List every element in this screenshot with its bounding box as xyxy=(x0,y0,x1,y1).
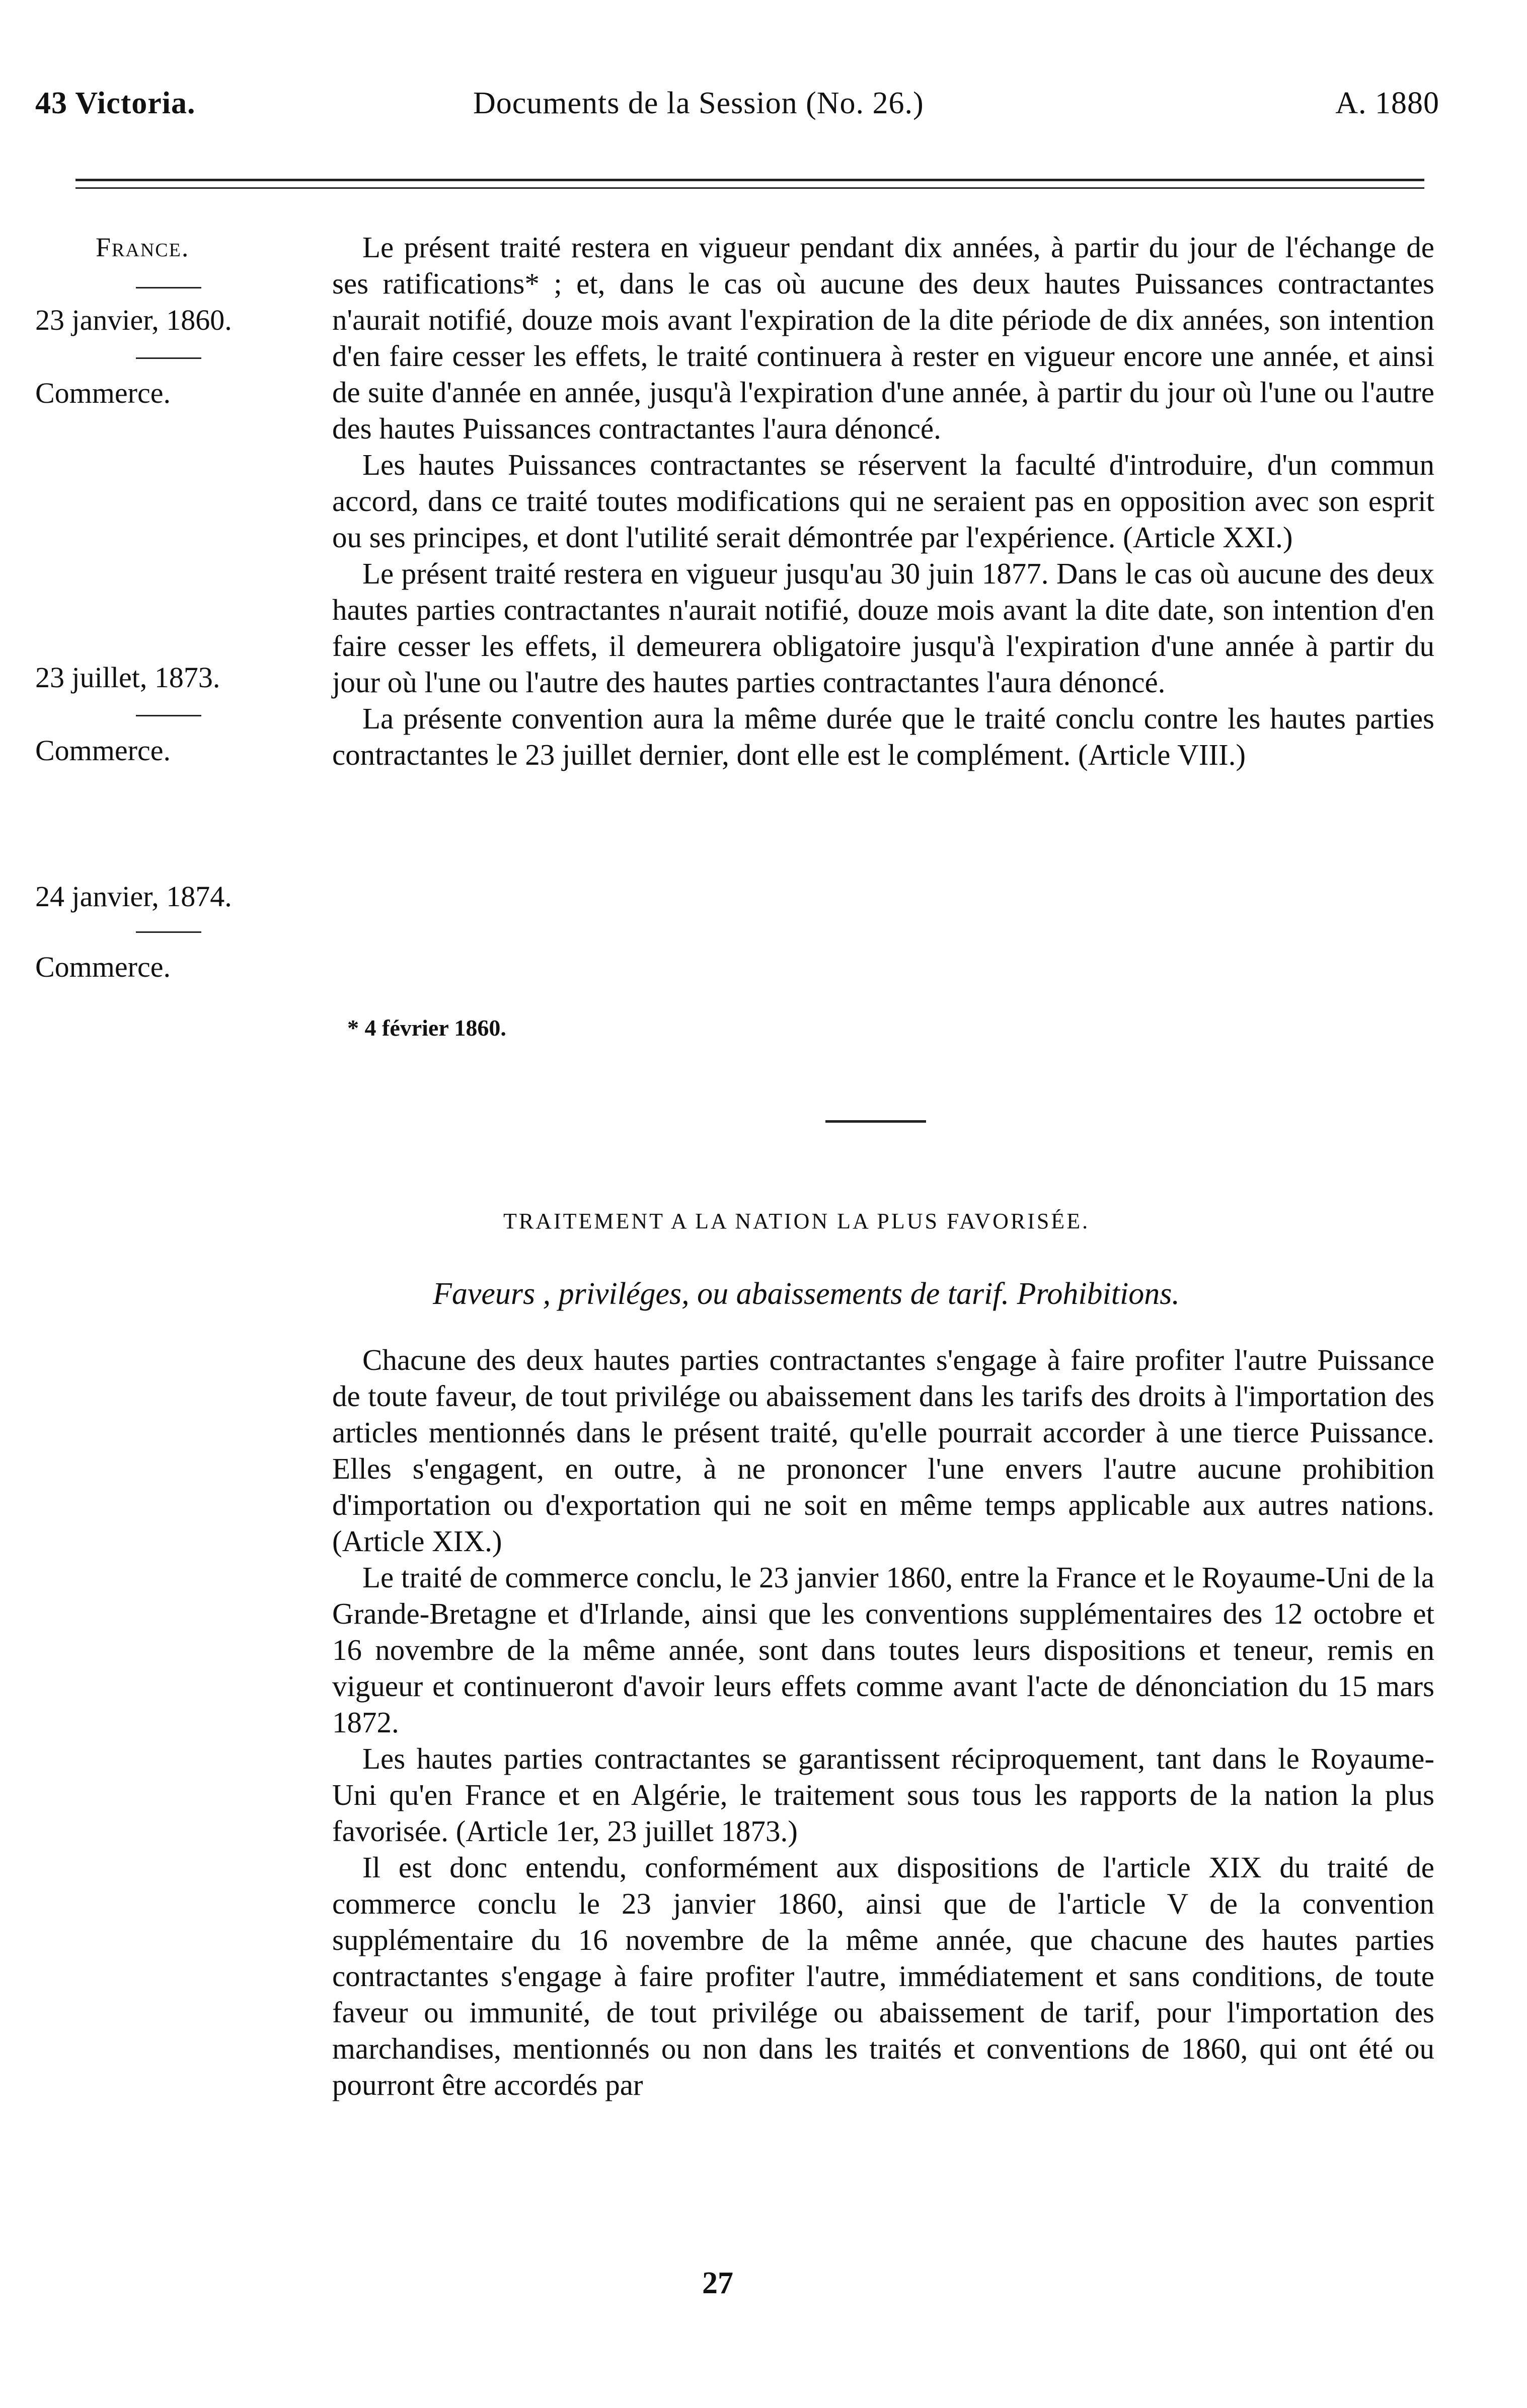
footnote: * 4 février 1860. xyxy=(347,1015,506,1041)
page-number: 27 xyxy=(702,2266,733,2300)
paragraph: Les hautes parties contractantes se garantissent réciproquement, tant dans le Royaume-Uni qu'en France et en Algérie, le traitement sous tous les rapports de la nation la plus favorisée. (Article 1er, 23 juillet 1873.) xyxy=(332,1742,1434,1848)
margin-date-1860: 23 janvier, 1860. xyxy=(35,304,232,336)
paragraph: La présente convention aura la même durée que le traité conclu contre les hautes parties contractantes le 23 juillet dernier, dont elle est le complément. (Article VIII.) xyxy=(332,702,1434,771)
margin-commerce-3: Commerce. xyxy=(35,951,171,983)
margin-commerce-1: Commerce. xyxy=(35,377,171,409)
paragraph: Il est donc entendu, conformément aux dispositions de l'article XIX du traité de commerce conclu le 23 janvier 1860, ainsi que de l'article V de la convention supplémentaire du 16 novembre de la même année, que chacune des hautes parties contractantes s'engage à faire profiter l'autre, immédiatement et sans conditions, de toute faveur ou immunité, de tout privilége ou abaissement de tarif, pour l'importation des marchandises, mentionnés ou non dans les traités et conventions de 1860, qui ont été ou pourront être accordés par xyxy=(332,1851,1434,2101)
paragraph: Le présent traité restera en vigueur pendant dix années, à partir du jour de l'échange de ses ratifications* ; et, dans le cas où aucune des deux hautes Puissances contractantes n'aurait notifié, douze mois avant l'expiration de la dite période de dix années, son intention d'en faire cesser les effets, le traité continuera à rester en vigueur encore une année, et ainsi de suite d'année en année, jusqu'à l'expiration d'une année, à partir du jour où l'une ou l'autre des hautes Puissances contractantes l'aura dénoncé. xyxy=(332,231,1434,445)
header-rule xyxy=(75,179,1424,181)
margin-dash xyxy=(136,931,201,933)
treaty-text-top xyxy=(332,229,1434,773)
header-year: A. 1880 xyxy=(1335,86,1439,120)
header-volume: 43 Victoria. xyxy=(35,86,196,120)
header-title: Documents de la Session (No. 26.) xyxy=(473,86,924,120)
margin-dash xyxy=(136,287,201,288)
margin-date-1873: 23 juillet, 1873. xyxy=(35,661,220,694)
section-separator xyxy=(825,1120,926,1123)
paragraph: Chacune des deux hautes parties contractantes s'engage à faire profiter l'autre Puissance de toute faveur, de tout privilége ou abaissement dans les tarifs des droits à l'importation des articles mentionnés dans le présent traité, qu'elle pourrait accorder à une tierce Puissance. Elles s'engagent, en outre, à ne prononcer l'une envers l'autre aucune prohibition d'importation ou d'exportation qui ne soit en même temps applicable aux autres nations. (Article XIX.) xyxy=(332,1343,1434,1558)
margin-date-1874: 24 janvier, 1874. xyxy=(35,880,232,913)
running-header xyxy=(35,86,1439,131)
margin-dash xyxy=(136,715,201,716)
header-rule-thin xyxy=(75,187,1424,189)
treaty-text-bottom xyxy=(332,1342,1434,2103)
paragraph: Le présent traité restera en vigueur jusqu'au 30 juin 1877. Dans le cas où aucune des deux hautes parties contractantes n'aurait notifié, douze mois avant la dite date, son intention d'en faire cesser les effets, il demeurera obligatoire jusqu'à l'expiration d'une année à partir du jour où l'une ou l'autre des hautes parties contractantes l'aura dénoncé. xyxy=(332,557,1434,699)
margin-country: France. xyxy=(96,232,190,262)
paragraph: Le traité de commerce conclu, le 23 janvier 1860, entre la France et le Royaume-Uni de la Grande-Bretagne et d'Irlande, ainsi que les conventions supplémentaires des 12 octobre et 16 novembre de la même année, sont dans toutes leurs dispositions et teneur, remis en vigueur et continueront d'avoir leurs effets comme avant l'acte de dénonciation du 15 mars 1872. xyxy=(332,1561,1434,1739)
paragraph: Les hautes Puissances contractantes se réservent la faculté d'introduire, d'un commun accord, dans ce traité toutes modifications qui ne seraient pas en opposition avec son esprit ou ses principes, et dont l'utilité serait démontrée par l'expérience. (Article XXI.) xyxy=(332,448,1434,554)
section-title: TRAITEMENT A LA NATION LA PLUS FAVORISÉE. xyxy=(503,1209,1090,1233)
margin-commerce-2: Commerce. xyxy=(35,734,171,767)
section-subtitle: Faveurs , priviléges, ou abaissements de tarif. Prohibitions. xyxy=(433,1277,1180,1311)
margin-dash xyxy=(136,357,201,359)
